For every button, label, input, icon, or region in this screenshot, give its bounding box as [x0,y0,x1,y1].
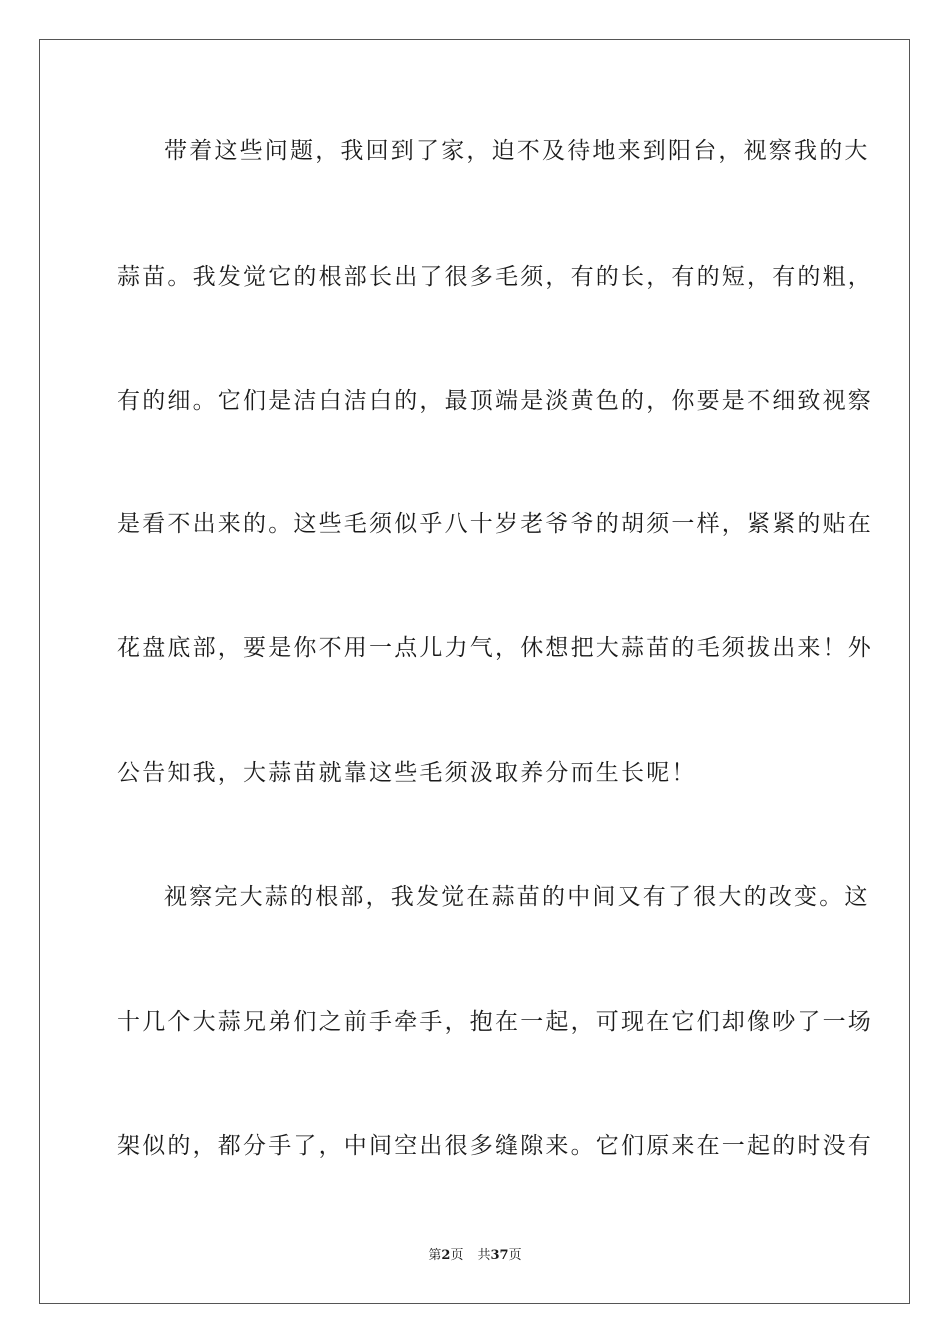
paragraph-2-line-3: 架似的，都分手了，中间空出很多缝隙来。它们原来在一起的时没有 [117,1133,873,1159]
page-number: 2 [441,1248,451,1263]
paragraph-1-line-1: 带着这些问题，我回到了家，迫不及待地来到阳台，视察我的大 [164,138,870,164]
total-pages: 37 [490,1248,509,1263]
total-suffix: 页 [508,1248,522,1263]
total-prefix: 共 [477,1248,491,1263]
page-prefix: 第 [428,1248,442,1263]
page-footer [0,1247,950,1265]
page-suffix: 页 [450,1248,464,1263]
paragraph-1-line-3: 有的细。它们是洁白洁白的，最顶端是淡黄色的，你要是不细致视察 [117,388,873,414]
page-border [39,39,910,1304]
paragraph-1-line-6: 公告知我，大蒜苗就靠这些毛须汲取养分而生长呢！ [117,760,697,786]
paragraph-2-line-2: 十几个大蒜兄弟们之前手牵手，抱在一起，可现在它们却像吵了一场 [117,1009,873,1035]
paragraph-1-line-5: 花盘底部，要是你不用一点儿力气，休想把大蒜苗的毛须拔出来！外 [117,635,873,661]
paragraph-1-line-4: 是看不出来的。这些毛须似乎八十岁老爷爷的胡须一样，紧紧的贴在 [117,511,873,537]
paragraph-1-line-2: 蒜苗。我发觉它的根部长出了很多毛须，有的长，有的短，有的粗， [117,264,873,290]
paragraph-2-line-1: 视察完大蒜的根部，我发觉在蒜苗的中间又有了很大的改变。这 [164,884,870,910]
